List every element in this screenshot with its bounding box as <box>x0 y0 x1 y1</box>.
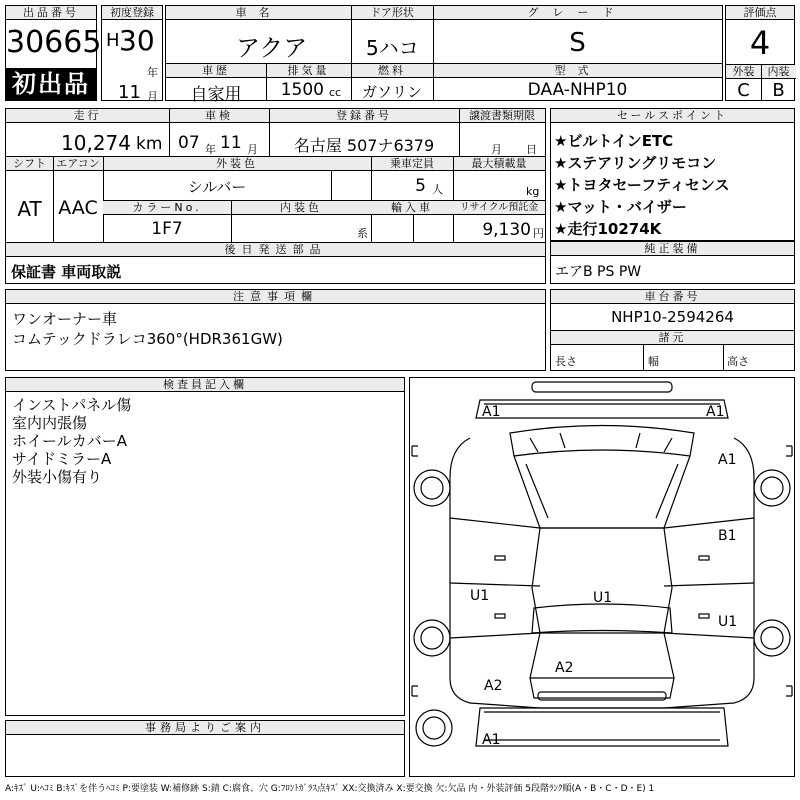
aircon-label: エアコン <box>53 157 103 171</box>
damage-mark: U1 <box>470 588 490 604</box>
office-box <box>5 720 405 777</box>
displacement-unit: cc <box>329 86 342 99</box>
sales-points-box <box>550 108 795 241</box>
car-name-value: アクア <box>236 34 308 62</box>
inspection-year-unit: 年 <box>205 143 216 156</box>
delivery-value: 保証書 車両取説 <box>11 263 122 281</box>
displacement-value: 1500 <box>280 80 324 100</box>
inspector-line: ホイールカバーA <box>12 432 127 450</box>
lot-box <box>5 5 102 101</box>
registration-box <box>101 5 163 101</box>
recycle-value: 9,130 <box>482 220 531 240</box>
exterior-rating-value: C <box>737 80 750 101</box>
fuel-label: 燃料 <box>351 64 433 78</box>
score-value: 4 <box>749 24 771 62</box>
chassis-label: 車台番号 <box>551 290 794 304</box>
mileage-value: 10,274 <box>61 131 131 155</box>
legend: A:ｷｽﾞ U:ﾍｺﾐ B:ｷｽﾞを伴うﾍｺﾐ P:要塗装 W:補修跡 S:錆 C:腐食、穴 G:ﾌﾛﾝﾄｶﾞﾗｽ点ｷｽﾞ XX:交換済み X:要交換 欠:欠品 内・外装評価 5段階ﾗﾝｸ順(A・B・C・D・E) 1 <box>5 784 655 794</box>
registration-era: H <box>106 30 120 51</box>
aircon-value: AAC <box>58 197 98 219</box>
inspection-label: 車検 <box>169 109 269 123</box>
displacement-label: 排気量 <box>266 64 351 78</box>
score-label: 評価点 <box>726 6 794 20</box>
chassis-box <box>550 289 795 371</box>
lot-label: 出品番号 <box>6 6 96 20</box>
first-listing-badge: 初出品 <box>6 68 96 101</box>
exterior-color-label: 外装色 <box>103 157 371 171</box>
inspector-line: インストパネル傷 <box>12 396 132 414</box>
sales-point-item: ★ビルトインETC <box>554 132 674 150</box>
lot-number: 30665 <box>6 25 102 60</box>
notes-label: 注意事項欄 <box>6 290 545 304</box>
grade-label: グレード <box>433 6 722 20</box>
sales-point-item: ★ステアリングリモコン <box>554 154 717 172</box>
capacity-value: 5 <box>415 176 426 196</box>
damage-mark: A2 <box>555 660 574 676</box>
shift-value: AT <box>17 197 42 221</box>
model-code-value: DAA-NHP10 <box>527 80 628 100</box>
sales-point-item: ★走行10274K <box>554 220 662 238</box>
capacity-label: 乗車定員 <box>371 157 453 171</box>
capacity-unit: 人 <box>432 183 443 196</box>
damage-mark: U1 <box>718 614 738 630</box>
model-code-label: 型式 <box>433 64 722 78</box>
standard-equipment-value: エアB PS PW <box>555 264 642 280</box>
registration-year: 30 <box>119 24 155 57</box>
interior-color-label: 内装色 <box>231 201 371 215</box>
chassis-value: NHP10-2594264 <box>611 308 734 326</box>
dimension-width-label: 幅 <box>648 355 659 368</box>
notes-box <box>5 289 546 371</box>
color-no-label: カラーNo. <box>103 201 231 215</box>
inspection-year: 07 <box>178 133 200 153</box>
exterior-color-value: シルバー <box>187 178 247 196</box>
registration-year-unit: 年 <box>147 66 158 79</box>
sales-points-label: セールスポイント <box>551 109 794 123</box>
exterior-rating-label: 外装 <box>726 65 761 79</box>
color-no-value: 1F7 <box>151 219 183 239</box>
plate-label: 登録番号 <box>269 109 459 123</box>
car-name-label: 車名 <box>166 6 351 20</box>
car-diagram-svg <box>410 378 794 776</box>
transfer-month-unit: 月 <box>491 143 502 156</box>
notes-line: コムテックドラレコ360°(HDR361GW) <box>12 330 283 348</box>
office-label: 事務局よりご案内 <box>6 721 404 735</box>
shift-label: シフト <box>6 157 53 171</box>
plate-value: 名古屋 507ナ6379 <box>293 136 435 155</box>
dimensions-label: 諸元 <box>551 331 794 345</box>
score-box <box>725 5 795 101</box>
history-label: 車歴 <box>166 64 266 78</box>
damage-mark: B1 <box>718 528 737 544</box>
inspection-month: 11 <box>220 133 242 153</box>
damage-mark: U1 <box>593 590 613 606</box>
car-diagram <box>409 377 795 777</box>
damage-mark: A1 <box>706 404 725 420</box>
details-grid <box>5 108 546 284</box>
transfer-deadline-label: 譲渡書類期限 <box>459 109 545 123</box>
recycle-unit: 円 <box>533 227 544 240</box>
inspector-label: 検査員記入欄 <box>6 378 404 392</box>
standard-equipment-label: 純正装備 <box>551 242 794 256</box>
history-value: 自家用 <box>190 85 242 105</box>
interior-rating-value: B <box>772 80 785 101</box>
vehicle-info-grid <box>165 5 723 105</box>
interior-rating-label: 内装 <box>761 65 796 79</box>
inspector-line: 室内内張傷 <box>12 414 88 432</box>
inspection-month-unit: 月 <box>247 143 258 156</box>
damage-mark: A1 <box>482 404 501 420</box>
inspector-box <box>5 377 405 716</box>
dimension-height-label: 高さ <box>727 355 749 368</box>
damage-mark: A1 <box>718 452 737 468</box>
dimension-length-label: 長さ <box>555 355 577 368</box>
sales-point-item: ★マット・バイザー <box>554 198 687 216</box>
registration-label: 初度登録 <box>102 6 162 20</box>
max-load-label: 最大積載量 <box>453 157 545 171</box>
notes-line: ワンオーナー車 <box>12 310 118 328</box>
standard-equipment-box <box>550 241 795 284</box>
delivery-label: 後日発送部品 <box>6 243 545 257</box>
fuel-value: ガソリン <box>361 83 422 101</box>
max-load-unit: kg <box>526 185 540 198</box>
grade-value: S <box>569 28 586 58</box>
mileage-label: 走行 <box>6 109 169 123</box>
recycle-label: リサイクル預託金 <box>453 201 545 215</box>
registration-month-unit: 月 <box>147 90 158 103</box>
sales-point-item: ★トヨタセーフティセンス <box>554 176 730 194</box>
transfer-day-unit: 日 <box>526 143 537 156</box>
inspector-line: サイドミラーA <box>12 450 112 468</box>
damage-mark: A2 <box>484 678 503 694</box>
damage-mark: A1 <box>482 732 501 748</box>
door-value: 5ハコ <box>366 36 419 60</box>
mileage-unit: km <box>136 134 163 154</box>
interior-color-suffix: 系 <box>357 227 368 240</box>
registration-month: 11 <box>118 82 141 103</box>
inspector-line: 外装小傷有り <box>12 468 103 486</box>
door-label: ドア形状 <box>351 6 433 20</box>
import-label: 輸入車 <box>371 201 453 215</box>
